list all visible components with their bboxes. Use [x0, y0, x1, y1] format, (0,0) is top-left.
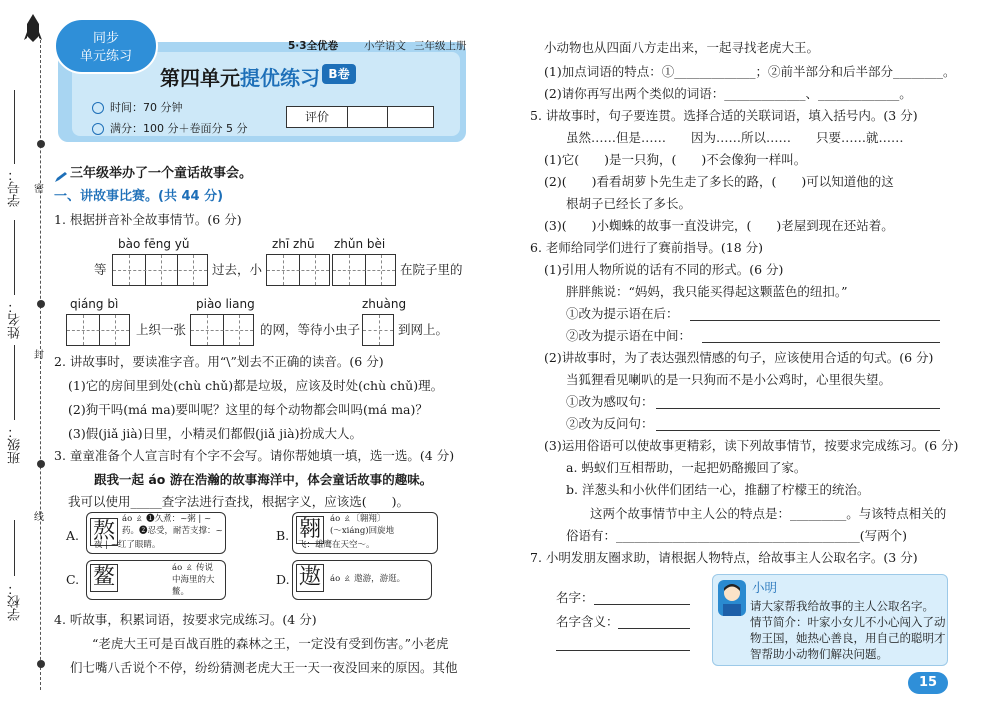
binding-dot	[37, 300, 45, 308]
q4-sub: (2)请你再写出两个类似的词语：_____________、_____________。	[544, 86, 912, 101]
q4-passage: 们七嘴八舌说个不停，纷纷猜测老虎大王一天一夜没回来的原因。其他	[70, 660, 458, 675]
q1-text: 在院子里的	[400, 262, 463, 277]
q6-sentence: 当狐狸看见喇叭的是一只狗而不是小公鸡时，心里很失望。	[566, 372, 892, 387]
answer-line[interactable]	[656, 408, 940, 409]
subject-name: 小学语文	[364, 40, 406, 52]
option-b-def: 飞：雄鹰在天空～。	[298, 540, 375, 550]
q5-line: 根胡子已经长了多长。	[566, 196, 692, 211]
binding-strip	[0, 0, 50, 715]
q6-stem: 6. 老师给同学们进行了赛前指导。(18 分)	[530, 240, 764, 255]
q7-meaning-label: 名字含义：	[556, 614, 619, 629]
q4-sub: (1)加点词语的特点：①_____________；②前半部分和后半部分________。	[544, 64, 956, 79]
student-id-label: 学号：	[8, 168, 23, 207]
meaning-answer-line[interactable]	[556, 650, 690, 651]
pinyin: bào fēng yǔ	[118, 237, 190, 251]
clock-icon	[92, 102, 104, 114]
q6-task: ①改为感叹句：	[566, 394, 654, 409]
pencil-icon	[54, 168, 68, 180]
option-b-label[interactable]: B.	[276, 528, 290, 543]
q7-stem: 7. 小明发朋友圈求助，请根据人物特点，给故事主人公取名字。(3 分)	[530, 550, 918, 565]
option-c-char: 鳌	[90, 564, 118, 592]
q6-sub: (3)运用俗语可以使故事更精彩，读下列故事情节，按要求完成练习。(6 分)	[544, 438, 959, 453]
class-field[interactable]	[14, 345, 15, 420]
q4-passage: “老虎大王可是百战百胜的森林之王，一定没有受到伤害。”小老虎	[92, 636, 449, 651]
class-label: 班级：	[8, 425, 23, 464]
q6-sayings: 俗语有：_______________________________________(写两个)	[566, 528, 908, 543]
q2-line: (3)假(jiǎ jià)日里，小精灵们都假(jiǎ jià)扮成大人。	[68, 426, 362, 441]
option-c-def: 鳖。	[172, 587, 190, 597]
check-icon	[92, 123, 104, 135]
answer-grid[interactable]	[362, 314, 394, 346]
evaluation-box[interactable]	[286, 106, 434, 128]
evaluation-label: 评价	[305, 110, 330, 124]
q5-line: (2)( )看看胡萝卜先生走了多长的路，( )可以知道他的这	[544, 174, 894, 189]
q5-stem: 5. 讲故事时，句子要连贯。选择合适的关联词语，填入括号内。(3 分)	[530, 108, 918, 123]
option-b-def: (～xiáng)回旋地	[330, 526, 395, 536]
page-number: 15	[908, 672, 948, 694]
b-version-badge: B卷	[322, 64, 356, 84]
q1-text: 过去，小	[212, 262, 263, 277]
card-text: 请大家帮我给故事的主人公取名字。	[750, 599, 934, 613]
full-score: 满分：100 分＋卷面分 5 分	[110, 122, 248, 135]
option-c-def: 中海里的大	[172, 575, 215, 585]
option-a-label[interactable]: A.	[66, 528, 80, 543]
answer-grid[interactable]	[112, 254, 208, 286]
grade-name: 三年级上册	[414, 40, 467, 52]
meaning-answer-line[interactable]	[618, 628, 690, 629]
name-label: 姓名：	[8, 300, 23, 339]
q6-task: ①改为提示语在后：	[566, 306, 679, 321]
name-answer-line[interactable]	[594, 604, 690, 605]
option-a-char: 熬	[90, 518, 118, 546]
q6-sub: (1)引用人物所说的话有不同的形式。(6 分)	[544, 262, 784, 277]
card-author: 小明	[752, 580, 778, 595]
answer-grid[interactable]	[332, 254, 396, 286]
q6-task: ②改为提示语在中间：	[566, 328, 692, 343]
answer-grid[interactable]	[66, 314, 130, 346]
q2-stem: 2. 讲故事时，要读准字音。用“\”划去不正确的读音。(6 分)	[54, 354, 384, 369]
school-label: 学校：	[8, 582, 23, 621]
q1-stem: 1. 根据拼音补全故事情节。(6 分)	[54, 212, 242, 227]
answer-line[interactable]	[690, 320, 940, 321]
avatar	[718, 580, 746, 616]
option-b-char: 翱	[296, 516, 324, 544]
seal-xian: 线	[34, 512, 44, 523]
option-a-def: áo ㄠ ❶久煮：~粥 | ~	[122, 514, 212, 524]
answer-grid[interactable]	[266, 254, 330, 286]
q4-stem: 4. 听故事，积累词语，按要求完成练习。(4 分)	[54, 612, 317, 627]
q2-line: (2)狗干吗(má ma)要叫呢？这里的每个动物都会叫吗(má ma)？	[68, 402, 428, 417]
intro-heading: 三年级举办了一个童话故事会。	[70, 166, 253, 181]
binding-dashed-line	[40, 40, 41, 690]
q5-line: (1)它( )是一只狗，( )不会像狗一样叫。	[544, 152, 807, 167]
time-limit: 时间：70 分钟	[110, 101, 183, 114]
q6-trait: 这两个故事情节中主人公的特点是：_________。与该特点相关的	[590, 506, 947, 521]
q6-quote: 胖胖熊说：“妈妈，我只能买得起这颗蓝色的纽扣。”	[566, 284, 848, 299]
q5-options: 虽然……但是…… 因为……所以…… 只要……就……	[566, 130, 904, 145]
q4-passage: 小动物也从四面八方走出来，一起寻找老虎大王。	[544, 40, 820, 55]
answer-line[interactable]	[656, 430, 940, 431]
unit-practice-badge: 同步 单元练习	[54, 18, 158, 74]
option-d-label[interactable]: D.	[276, 572, 290, 587]
pinyin: qiáng bì	[70, 297, 119, 311]
q1-text: 上织一张	[136, 322, 187, 337]
card-text: 情节简介：叶家小女儿不小心闯入了动	[750, 615, 946, 629]
school-field[interactable]	[14, 520, 15, 576]
q1-text: 到网上。	[398, 322, 449, 337]
option-a-def: 药。❷忍受，耐苦支撑：~	[122, 526, 223, 536]
series-name: 5·3全优卷	[288, 40, 339, 52]
q6-sub: (2)讲故事时，为了表达强烈情感的句子，应该使用合适的句式。(6 分)	[544, 350, 934, 365]
answer-line[interactable]	[702, 342, 940, 343]
pinyin: piào liang	[196, 297, 255, 311]
name-field[interactable]	[14, 220, 15, 295]
card-text: 物王国，她热心善良，用自己的聪明才	[750, 631, 946, 645]
q1-text: 等	[94, 262, 107, 277]
option-c-label[interactable]: C.	[66, 572, 80, 587]
q3-slogan: 跟我一起 áo 游在浩瀚的故事海洋中，体会童话故事的趣味。	[94, 472, 433, 487]
pinyin: zhǔn bèi	[334, 237, 386, 251]
q3-stem: 3. 童童准备个人宣言时有个字不会写。请你帮她填一填，选一选。(4 分)	[54, 448, 455, 463]
section-heading: 一、讲故事比赛。(共 44 分)	[54, 189, 224, 204]
q7-name-label: 名字：	[556, 590, 594, 605]
pinyin: zhī zhū	[272, 237, 315, 251]
answer-grid[interactable]	[190, 314, 254, 346]
option-a-def: 夜 | ~红了眼睛。	[94, 540, 161, 550]
q1-text: 的网，等待小虫子	[260, 322, 361, 337]
seal-feng: 封	[34, 350, 44, 361]
card-text: 智帮助小动物们解决问题。	[750, 647, 888, 661]
page-title: 第四单元提优练习	[160, 66, 320, 90]
q2-line: (1)它的房间里到处(chù chǔ)都是垃圾，应该及时处(chù chǔ)理。	[68, 378, 444, 393]
q3-question: 我可以使用_____查字法进行查找，根据字义，应该选( )。	[68, 494, 410, 509]
option-d-def: áo ㄠ 遨游，游逛。	[330, 574, 406, 584]
option-c-def: áo ㄠ 传说	[172, 563, 214, 573]
binding-dot	[37, 140, 45, 148]
student-id-field[interactable]	[14, 90, 15, 164]
option-d-char: 遨	[296, 564, 324, 592]
binding-dot	[37, 660, 45, 668]
seal-mi: 密	[34, 184, 44, 195]
option-b-def: áo ㄠ〔翱翔〕	[330, 514, 386, 524]
q6-plot: a. 蚂蚁们互相帮助，一起把奶酪搬回了家。	[566, 460, 807, 475]
q6-plot: b. 洋葱头和小伙伴们团结一心，推翻了柠檬王的统治。	[566, 482, 870, 497]
binding-dot	[37, 460, 45, 468]
q6-task: ②改为反问句：	[566, 416, 654, 431]
pinyin: zhuàng	[362, 297, 407, 311]
q5-line: (3)( )小蜘蛛的故事一直没讲完，( )老屋到现在还站着。	[544, 218, 894, 233]
